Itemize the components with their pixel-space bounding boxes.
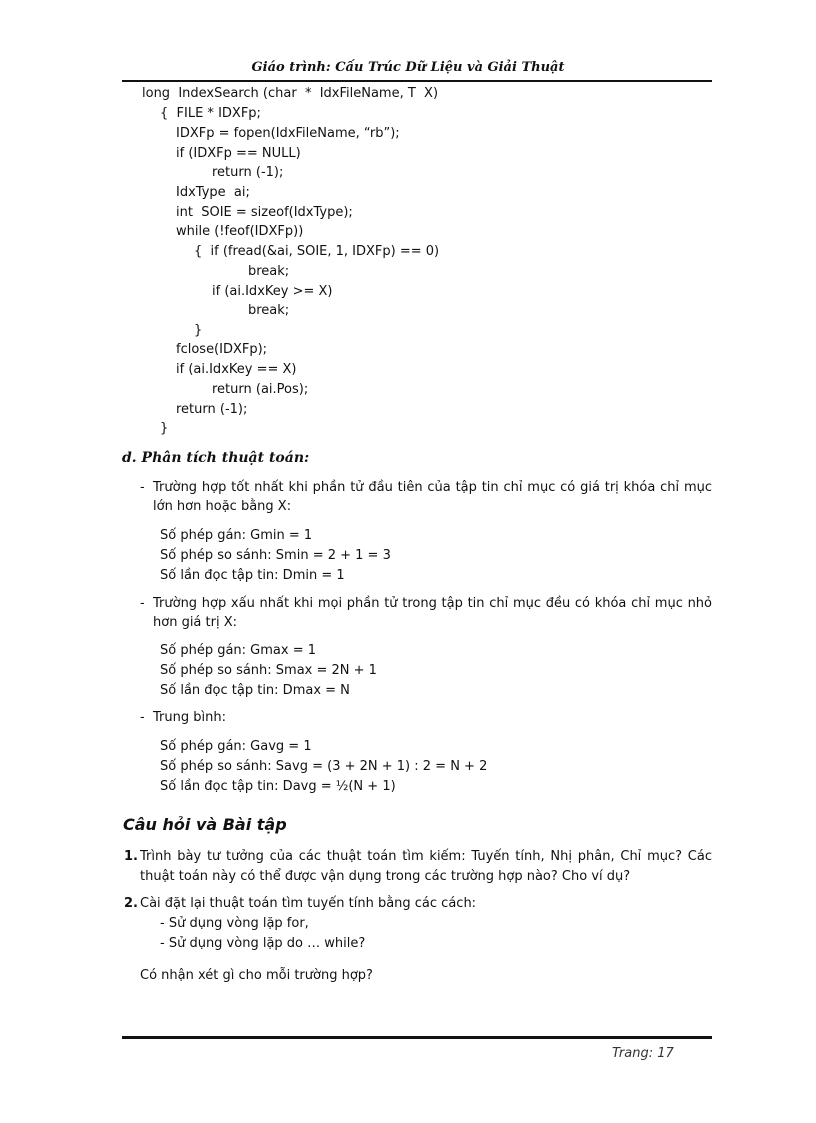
code-line: break; xyxy=(248,264,290,279)
code-line: { if (fread(&ai, SOIE, 1, IDXFp) == 0) xyxy=(194,244,440,259)
average-case-bullet xyxy=(140,708,712,727)
question-text: Trình bày tư tưởng của các thuật toán tìm kiếm: Tuyến tính, Nhị phân, Chỉ mục? Các thuật toán này có thể được vận dụng trong các trường hợp nào? Cho ví dụ? xyxy=(140,849,712,884)
code-line: if (ai.IdxKey == X) xyxy=(176,362,297,377)
avg-assign-count: Số phép gán: Gavg = 1 xyxy=(160,739,312,754)
best-read-count: Số lần đọc tập tin: Dmin = 1 xyxy=(160,568,345,583)
page-number: Trang: 17 xyxy=(612,1046,674,1061)
code-line: fclose(IDXFp); xyxy=(176,342,268,357)
footer-divider xyxy=(122,1036,712,1039)
question-text: Cài đặt lại thuật toán tìm tuyến tính bằng các cách: xyxy=(140,896,477,911)
worst-read-count: Số lần đọc tập tin: Dmax = N xyxy=(160,683,350,698)
avg-read-count: Số lần đọc tập tin: Davg = ½(N + 1) xyxy=(160,779,396,794)
worst-case-bullet xyxy=(140,594,712,632)
question-2-note: Có nhận xét gì cho mỗi trường hợp? xyxy=(140,968,373,983)
best-assign-count: Số phép gán: Gmin = 1 xyxy=(160,528,313,543)
code-line: { FILE * IDXFp; xyxy=(160,106,261,121)
bullet-dash: - xyxy=(140,596,145,611)
page-header-title: Giáo trình: Cấu Trúc Dữ Liệu và Giải Thuật xyxy=(251,60,565,75)
worst-compare-count: Số phép so sánh: Smax = 2N + 1 xyxy=(160,663,377,678)
worst-case-text: Trường hợp xấu nhất khi mọi phần tử trong tập tin chỉ mục đều có khóa chỉ mục nhỏ hơn giá trị X: xyxy=(153,596,712,630)
code-line: if (IDXFp == NULL) xyxy=(176,146,301,161)
bullet-dash: - xyxy=(140,710,145,725)
code-line: int SOIE = sizeof(IdxType); xyxy=(176,205,353,220)
avg-compare-count: Số phép so sánh: Savg = (3 + 2N + 1) : 2 = N + 2 xyxy=(160,759,488,774)
code-line: return (-1); xyxy=(176,402,248,417)
code-line: long IndexSearch (char * IdxFileName, T X) xyxy=(142,86,439,101)
code-line: return (ai.Pos); xyxy=(212,382,309,397)
questions-heading: Câu hỏi và Bài tập xyxy=(123,815,287,834)
code-line: IDXFp = fopen(IdxFileName, “rb”); xyxy=(176,126,400,141)
code-line: } xyxy=(194,323,203,338)
average-case-text: Trung bình: xyxy=(153,710,226,725)
code-line: } xyxy=(160,421,169,436)
question-2-item: - Sử dụng vòng lặp do … while? xyxy=(160,936,366,951)
code-line: while (!feof(IDXFp)) xyxy=(176,224,304,239)
question-number: 1. xyxy=(124,849,138,864)
code-line: break; xyxy=(248,303,290,318)
question-2 xyxy=(124,894,712,914)
analysis-heading: d. Phân tích thuật toán: xyxy=(122,450,310,466)
worst-assign-count: Số phép gán: Gmax = 1 xyxy=(160,643,317,658)
code-line: IdxType ai; xyxy=(176,185,250,200)
header-divider xyxy=(122,80,712,82)
best-case-bullet xyxy=(140,478,712,516)
question-2-item: - Sử dụng vòng lặp for, xyxy=(160,916,309,931)
bullet-dash: - xyxy=(140,480,145,495)
code-line: if (ai.IdxKey >= X) xyxy=(212,284,333,299)
code-line: return (-1); xyxy=(212,165,284,180)
best-compare-count: Số phép so sánh: Smin = 2 + 1 = 3 xyxy=(160,548,391,563)
best-case-text: Trường hợp tốt nhất khi phần tử đầu tiên của tập tin chỉ mục có giá trị khóa chỉ mục lớn hơn hoặc bằng X: xyxy=(153,480,712,514)
question-number: 2. xyxy=(124,896,138,911)
question-1 xyxy=(124,847,712,887)
